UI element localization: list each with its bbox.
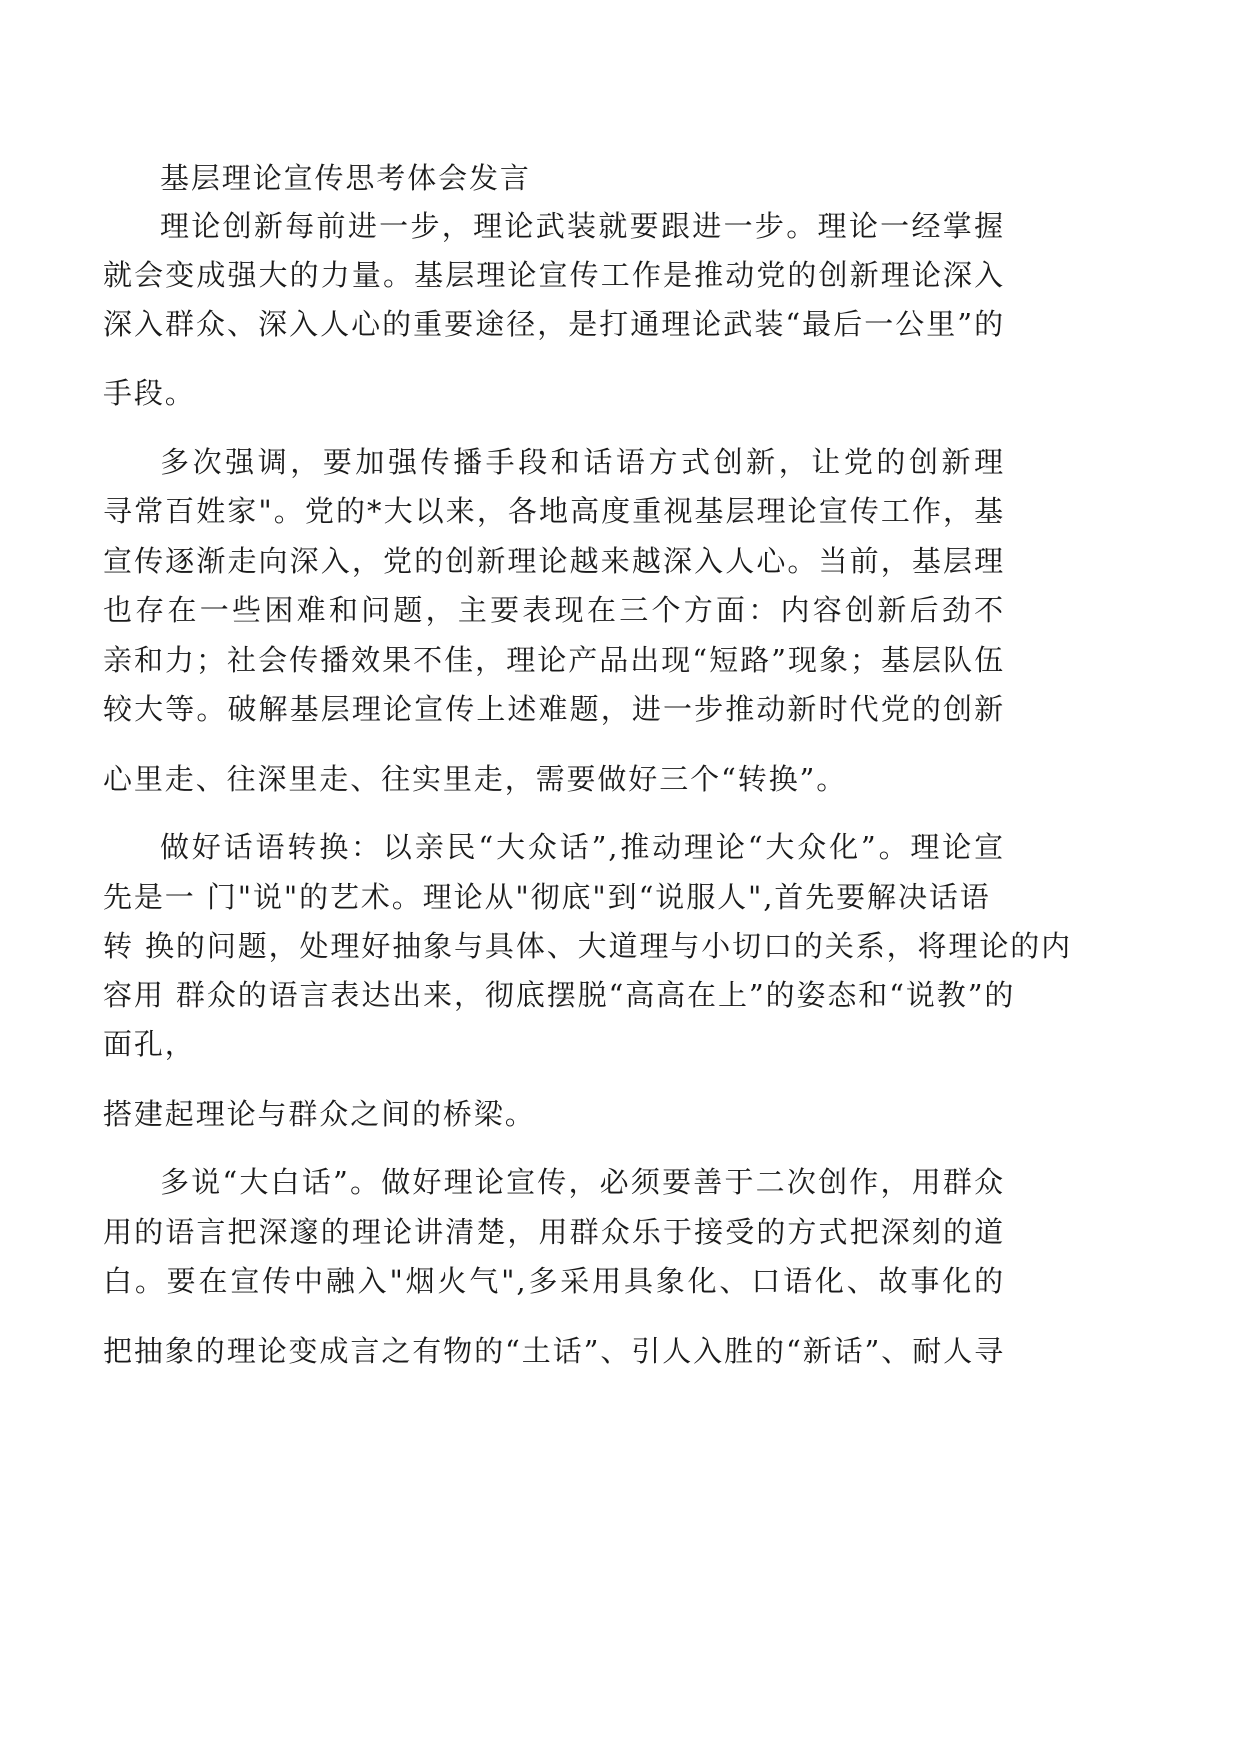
text-line: 就会变成强大的力量。基层理论宣传工作是推动党的创新理论深入	[103, 258, 1005, 292]
text-line: 转 换的问题，处理好抽象与具体、大道理与小切口的关系，将理论的内	[103, 929, 1073, 963]
text-line: 把抽象的理论变成言之有物的“土话”、引人入胜的“新话”、耐人寻	[103, 1334, 1005, 1368]
text-line: 也存在一些困难和问题，主要表现在三个方面：内容创新后劲不	[103, 593, 1005, 627]
text-line: 深入群众、深入人心的重要途径，是打通理论武装“最后一公里”的	[103, 307, 1005, 341]
text-line: 用的语言把深邃的理论讲清楚，用群众乐于接受的方式把深刻的道	[103, 1215, 1005, 1249]
text-line: 容用 群众的语言表达出来，彻底摆脱“高高在上”的姿态和“说教”的	[103, 978, 1016, 1012]
text-line: 先是一 门"说"的艺术。理论从"彻底"到“说服人",首先要解决话语	[103, 880, 991, 914]
text-line: 多次强调，要加强传播手段和话语方式创新，让党的创新理	[160, 445, 1005, 479]
text-line: 多说“大白话”。做好理论宣传，必须要善于二次创作，用群众	[160, 1165, 1005, 1199]
document-title: 基层理论宣传思考体会发言	[160, 161, 531, 195]
text-line: 寻常百姓家"。党的*大以来，各地高度重视基层理论宣传工作，基	[103, 494, 1005, 528]
text-line: 较大等。破解基层理论宣传上述难题，进一步推动新时代党的创新	[103, 692, 1005, 726]
text-line: 搭建起理论与群众之间的桥梁。	[103, 1097, 536, 1131]
text-line: 手段。	[103, 376, 196, 410]
text-line: 理论创新每前进一步，理论武装就要跟进一步。理论一经掌握	[160, 209, 1005, 243]
text-line: 面孔，	[103, 1027, 196, 1061]
text-line: 白。要在宣传中融入"烟火气",多采用具象化、口语化、故事化的	[103, 1264, 1005, 1298]
text-line: 心里走、往深里走、往实里走，需要做好三个“转换”。	[103, 762, 848, 796]
text-line: 做好话语转换：以亲民“大众话”,推动理论“大众化”。理论宣	[160, 830, 1005, 864]
text-line: 宣传逐渐走向深入，党的创新理论越来越深入人心。当前，基层理	[103, 544, 1005, 578]
text-line: 亲和力；社会传播效果不佳，理论产品出现“短路”现象；基层队伍	[103, 643, 1005, 677]
